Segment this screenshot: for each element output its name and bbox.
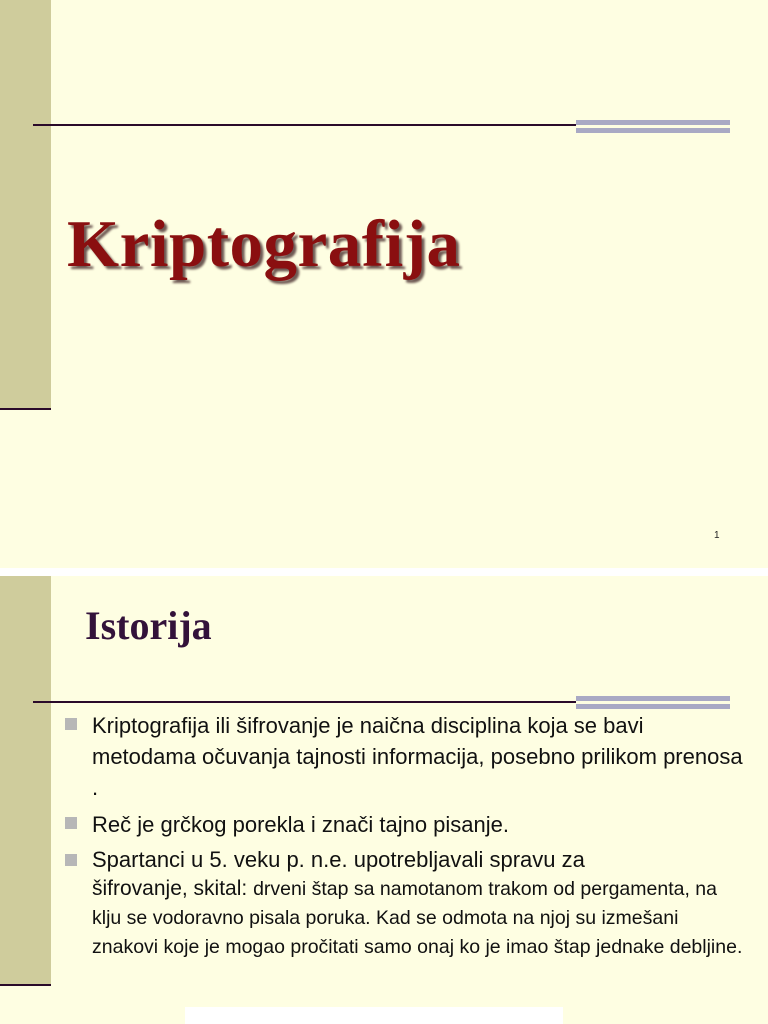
sidebar-divider bbox=[0, 408, 51, 410]
bullet-text-rest: drveni štap sa namotanom trakom od pergamenta, na klju se vodoravno pisala poruka. Kad se odmota na njoj su izmešani znakovi koje je mogao pročitati samo onaj ko je imao štap jednake debljine. bbox=[92, 878, 743, 958]
section-title: Istorija bbox=[85, 603, 212, 648]
bullet-text-mid: šifrovanje, skital: bbox=[92, 877, 254, 900]
slide-number: 1 bbox=[714, 530, 720, 541]
bullet-item bbox=[64, 846, 744, 961]
bullet-text: Kriptografija ili šifrovanje je naična disciplina koja se bavi metodama očuvanja tajnosti informacija, posebno prilikom prenosa . bbox=[92, 713, 743, 800]
sidebar-band bbox=[0, 576, 51, 984]
bottom-strip bbox=[185, 1007, 563, 1024]
header-accent-bar bbox=[576, 120, 730, 133]
bullet-item bbox=[64, 710, 744, 803]
square-bullet-icon bbox=[65, 817, 77, 829]
slide-title: Kriptografija bbox=[67, 207, 461, 281]
sidebar-divider bbox=[0, 984, 51, 986]
bullet-item bbox=[64, 809, 744, 840]
sidebar-band bbox=[0, 0, 51, 408]
square-bullet-icon bbox=[65, 854, 77, 866]
bullet-list bbox=[64, 710, 744, 961]
header-accent-bar bbox=[576, 696, 730, 709]
square-bullet-icon bbox=[65, 718, 77, 730]
bullet-text-lead: Spartanci u 5. veku p. n.e. upotrebljavali spravu za bbox=[92, 847, 585, 872]
slide-2 bbox=[0, 576, 768, 1024]
bullet-text: Reč je grčkog porekla i znači tajno pisanje. bbox=[92, 812, 510, 837]
